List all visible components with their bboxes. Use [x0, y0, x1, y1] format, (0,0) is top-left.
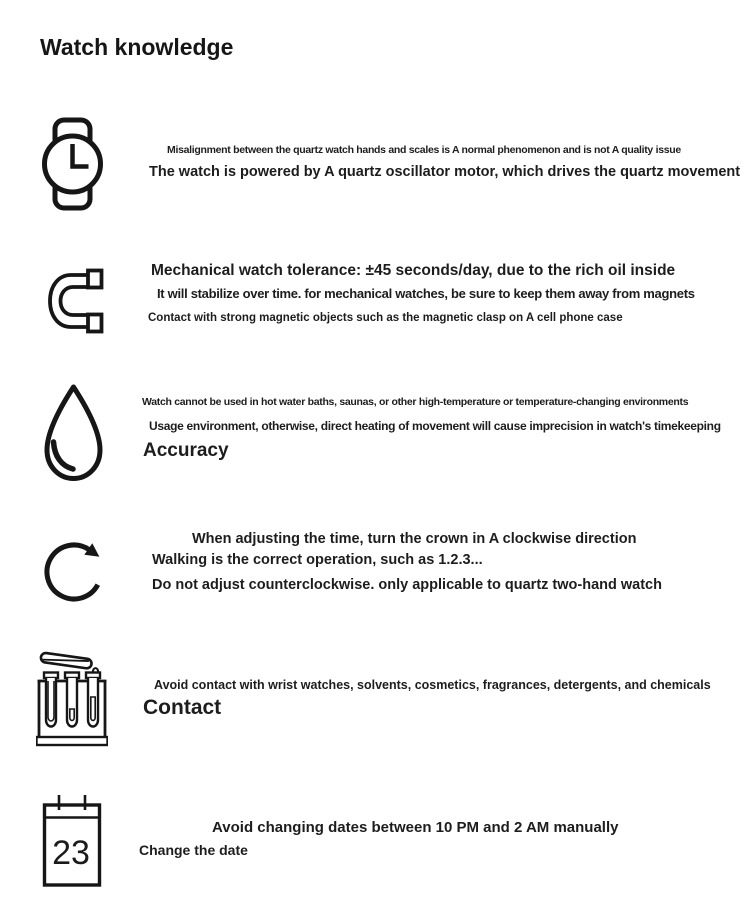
date-change-warning-text: Avoid changing dates between 10 PM and 2 AM manually — [212, 819, 619, 836]
water-drop-icon — [40, 383, 107, 483]
contact-heading: Contact — [143, 696, 222, 719]
clockwise-direction-text: When adjusting the time, turn the crown in A clockwise direction — [192, 531, 637, 547]
quartz-misalignment-note: Misalignment between the quartz watch hands and scales is A normal phenomenon and is not A quality issue — [167, 144, 681, 156]
mechanical-tolerance-text: Mechanical watch tolerance: ±45 seconds/day, due to the rich oil inside — [151, 262, 676, 279]
hot-water-warning-note: Watch cannot be used in hot water baths, saunas, or other high-temperature or temperature-changing environments — [142, 396, 689, 408]
watch-icon — [42, 117, 103, 211]
magnetic-clasp-note: Contact with strong magnetic objects such as the magnetic clasp on A cell phone case — [148, 312, 623, 324]
usage-environment-text: Usage environment, otherwise, direct heating of movement will cause imprecision in watch's timekeeping — [149, 419, 721, 433]
walking-operation-text: Walking is the correct operation, such as 1.2.3... — [152, 552, 483, 568]
change-date-label: Change the date — [139, 842, 248, 858]
calendar-day-number: 23 — [52, 834, 90, 872]
magnet-icon — [45, 268, 105, 334]
counterclockwise-warning-text: Do not adjust counterclockwise. only applicable to quartz two-hand watch — [152, 577, 662, 593]
quartz-movement-text: The watch is powered by A quartz oscillator motor, which drives the quartz movement — [149, 164, 741, 180]
page-title: Watch knowledge — [40, 34, 234, 60]
clockwise-arrow-icon — [42, 528, 108, 608]
calendar-icon — [42, 793, 102, 887]
accuracy-heading: Accuracy — [143, 440, 229, 461]
magnet-warning-text: It will stabilize over time. for mechanical watches, be sure to keep them away from magnets — [157, 286, 695, 301]
test-tubes-icon — [36, 648, 108, 748]
chemicals-warning-text: Avoid contact with wrist watches, solvents, cosmetics, fragrances, detergents, and chemicals — [154, 678, 711, 692]
